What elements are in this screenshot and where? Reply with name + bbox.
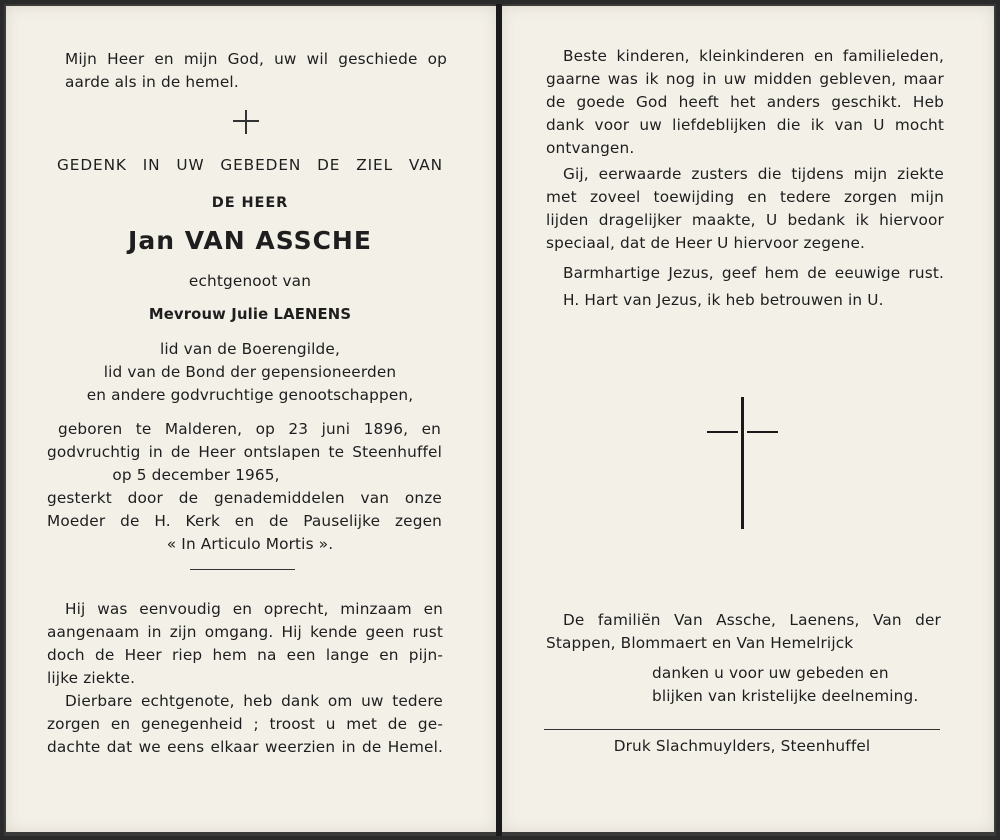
large-cross-icon-left-arm (707, 431, 738, 433)
intro-line-2: aarde als in de hemel. (65, 73, 239, 91)
prayer-line-1: Barmhartige Jezus, geef hem de eeuwige rust. (563, 264, 944, 282)
printer-credit: Druk Slachmuylders, Steenhuffel (613, 737, 871, 755)
right-divider (544, 729, 940, 730)
para1-line-4: lijke ziekte. (47, 669, 136, 687)
spouse-name: Mevrouw Julie LAENENS (148, 306, 352, 323)
thanks-line-1: danken u voor uw gebeden en (652, 664, 889, 682)
large-cross-icon-right-arm (747, 431, 778, 433)
large-cross-icon (741, 397, 744, 529)
life-line-6: « In Articulo Mortis ». (166, 535, 334, 553)
life-line-3: op 5 december 1965, (112, 466, 280, 484)
life-line-4: gesterkt door de genademiddelen van onze (47, 489, 442, 507)
thanks-line-2: blijken van kristelijke deelneming. (652, 687, 919, 705)
para1-line-2: aangenaam in zijn omgang. Hij kende geen rust (47, 623, 443, 641)
right-para1-line-4: dank voor uw liefdeblijken die ik van U mocht (546, 116, 944, 134)
small-cross-icon-bar (233, 120, 259, 122)
para2-line-2: zorgen en genegenheid ; troost u met de ge- (47, 715, 443, 733)
gedenk-heading: GEDENK IN UW GEBEDEN DE ZIEL VAN (57, 156, 443, 174)
de-heer-heading: DE HEER (211, 195, 289, 211)
right-para1-line-2: gaarne was ik nog in uw midden gebleven, maar (546, 70, 944, 88)
membership-line-3: en andere godvruchtige genootschappen, (86, 386, 414, 404)
prayer-line-2: H. Hart van Jezus, ik heb betrouwen in U. (563, 291, 884, 309)
deceased-name: Jan VAN ASSCHE (128, 226, 372, 255)
life-line-2: godvruchtig in de Heer ontslapen te Steenhuffel (47, 443, 442, 461)
left-divider (190, 569, 295, 570)
right-para1-line-1: Beste kinderen, kleinkinderen en familieleden, (563, 47, 944, 65)
small-cross-icon (245, 110, 247, 134)
right-para1-line-3: de goede God heeft het anders geschikt. Heb (546, 93, 944, 111)
spouse-intro: echtgenoot van (188, 272, 312, 290)
right-para1-line-5: ontvangen. (546, 139, 635, 157)
right-para2-line-1: Gij, eerwaarde zusters die tijdens mijn ziekte (563, 165, 944, 183)
para2-line-3: dachte dat we eens elkaar weerzien in de Hemel. (47, 738, 443, 756)
families-line-1: De familiën Van Assche, Laenens, Van der (563, 611, 941, 629)
para2-line-1: Dierbare echtgenote, heb dank om uw tedere (65, 692, 443, 710)
life-line-5: Moeder de H. Kerk en de Pauselijke zegen (47, 512, 442, 530)
right-para2-line-3: lijden dragelijker maakte, U bedank ik hiervoor (546, 211, 944, 229)
membership-line-1: lid van de Boerengilde, (159, 340, 340, 358)
para1-line-1: Hij was eenvoudig en oprecht, minzaam en (65, 600, 443, 618)
life-line-1: geboren te Malderen, op 23 juni 1896, en (58, 420, 441, 438)
para1-line-3: doch de Heer riep hem na een lange en pijn- (47, 646, 443, 664)
families-line-2: Stappen, Blommaert en Van Hemelrijck (546, 634, 854, 652)
right-para2-line-4: speciaal, dat de Heer U hiervoor zegene. (546, 234, 866, 252)
intro-line-1: Mijn Heer en mijn God, uw wil geschiede op (65, 50, 447, 68)
right-para2-line-2: met zoveel toewijding en tedere zorgen mijn (546, 188, 944, 206)
membership-line-2: lid van de Bond der gepensioneerden (103, 363, 397, 381)
